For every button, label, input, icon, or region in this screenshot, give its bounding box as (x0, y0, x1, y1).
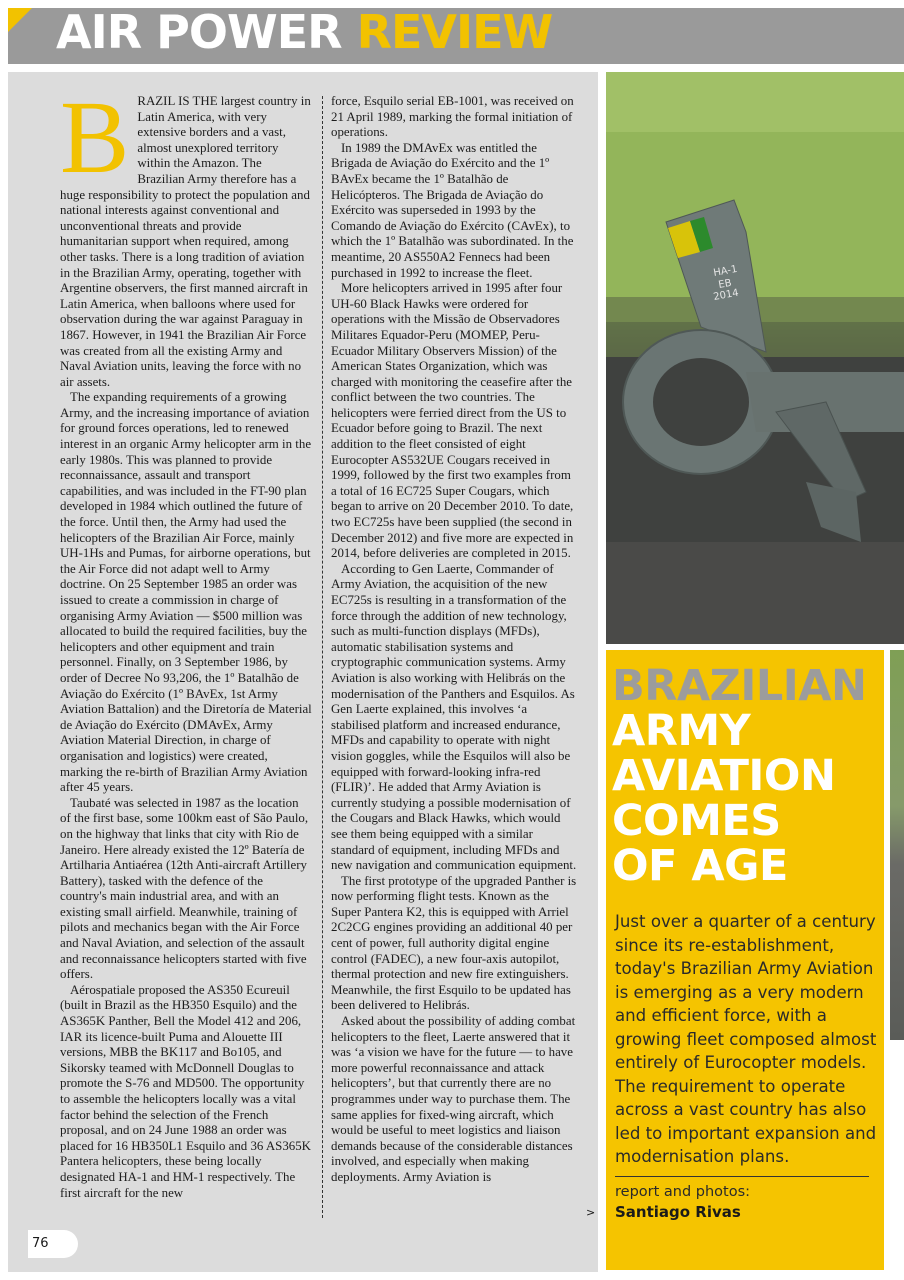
headline-line: BRAZILIAN (612, 661, 867, 711)
author-name: Santiago Rivas (615, 1203, 741, 1221)
banner-corner-accent (8, 8, 32, 32)
credit-rule (615, 1176, 869, 1177)
headline-line: AVIATION (612, 751, 836, 801)
paragraph: The expanding requirements of a growing Army, and the increasing importance of aviation for ground forces operations, led to renewed interest in an organic Army helicopter arm in the early 1980s. This was planned to provide reconnaissance, assault and transport capabilities, and was included in the FT-90 plan developed in 1984 which outlined the future of the force. Until then, the Army had used the helicopters of the Brazilian Air Force, mainly UH-1Hs and Pumas, for airborne operations, but the Air Force did not adapt well to Army doctrine. On 25 September 1985 an order was issued to create a commission in charge of organising Army Aviation — $500 million was allocated to build the required facilities, buy the helicopters and other equipment and train personnel. Finally, on 3 September 1986, by order of Decree No 93,206, the 1º Batalhão de Aviação do Exército (1º BAvEx, 1st Army Aviation Battalion) and the Diretoría de Material de Aviação do Exército (DMAvEx, Army Aviation Material Direction, in charge of organisation and logistics) were created, marking the re-birth of Brazilian Army Aviation after 45 years. (60, 390, 312, 795)
standfirst: Just over a quarter of a century since its re-establishment, today's Brazilian Army Aviation is emerging as a very modern and efficient force, with a growing fleet composed almost entirely of Eurocopter models. The requirement to operate across a vast country has also led to important expansion and modernisation plans. (615, 912, 877, 1166)
feature-headline (612, 661, 867, 891)
tail-marking-prefix: EB (717, 277, 733, 291)
drop-cap: B (60, 80, 130, 195)
section-title (56, 6, 552, 58)
article-column-1 (60, 80, 312, 1201)
paragraph: Asked about the possibility of adding combat helicopters to the fleet, Laerte answered that it was ‘a vision we have for the future — to have more powerful reconnaissance and attack helicopters’, but that currently there are no programmes under way to purchase them. The same applies for fixed-wing aircraft, which would be useful to meet logistics and liaison demands because of the considerable distances involved, and especially when making deployments. Army Aviation is (331, 1014, 576, 1184)
paragraph: force, Esquilo serial EB-1001, was received on 21 April 1989, marking the formal initiation of operations. (331, 94, 574, 140)
headline-line: ARMY (612, 706, 751, 756)
article-column-2 (331, 94, 577, 1186)
paragraph: RAZIL IS THE largest country in Latin America, with very extensive borders and a vast, almost unexplored territory within the Amazon. The Brazilian Army therefore has a huge responsibility to protect the population and national interests against conventional and unconventional threats and provide humanitarian support when required, among other tasks. There is a long tradition of aviation in the Brazilian Army, operating, together with Argentine observers, the first manned aircraft in Latin America, when balloons where used for observation during the war against Paraguay in 1867. However, in 1941 the Brazilian Air Force was created from all the existing Army and Naval Aviation units, leaving the force with no air assets. (60, 94, 311, 389)
continue-arrow: > (586, 1206, 596, 1219)
credit-label: report and photos: (615, 1184, 751, 1200)
column-divider (322, 96, 323, 1218)
helicopter-tail-photo (606, 72, 904, 644)
helicopter-tail-illustration (606, 72, 904, 644)
side-photo-strip (890, 650, 904, 1040)
page-number: 76 (28, 1230, 78, 1258)
paragraph: In 1989 the DMAvEx was entitled the Brigada de Aviação do Exército and the 1º BAvEx became the 1º Batalhão de Helicópteros. The Brigada de Aviação do Exército was superseded in 1993 by the Comando de Aviação do Exército (CAvEx), to which the 1º Batalhão was subordinated. In the meantime, 20 AS550A2 Fennecs had been purchased in 1992 to increase the fleet. (331, 140, 574, 280)
paragraph: The first prototype of the upgraded Panther is now performing flight tests. Known as the Super Pantera K2, this is equipped with Arriel 2C2CG engines providing an additional 40 per cent of power, full authority digital engine control (FADEC), a new four-axis autopilot, thermal protection and new fire extinguishers. Meanwhile, the first Esquilo to be updated has been delivered to Helibrás. (331, 873, 577, 1013)
paragraph: Aérospatiale proposed the AS350 Ecureuil (built in Brazil as the HB350 Esquilo) and the AS365K Panther, Bell the Model 412 and 206, IAR its licence-built Puma and Alouette III versions, MBB the BK117 and Bo105, and Sikorsky teamed with McDonnell Douglas to promote the S-76 and MD500. The opportunity to assemble the helicopters locally was a vital factor behind the selection of the French proposal, and on 24 June 1988 an order was placed for 16 HB350L1 Esquilo and 36 AS365K Pantera helicopters, these being locally designated HA-1 and HM-1 respectively. The first aircraft for the new (60, 982, 311, 1200)
section-title-review: REVIEW (356, 5, 553, 59)
tail-marking-serial: 2014 (712, 287, 740, 303)
paragraph: According to Gen Laerte, Commander of Army Aviation, the acquisition of the new EC725s is resulting in a transformation of the force through the addition of new technology, such as multi-function displays (MFDs), automatic stabilisation systems and cryptographic communication systems. Army Aviation is also working with Helibrás on the modernisation of the Panthers and Esquilos. As Gen Laerte explained, this involves ‘a stabilised platform and increased endurance, MFDs and capability to operate with night vision goggles, while the Esquilos will also be equipped with forward-looking infra-red (FLIR)’. He added that Army Aviation is currently studying a possible modernisation of the Cougars and Black Hawks, which would see them being equipped with a similar standard of equipment, including MFDs and new navigation and communication equipment. (331, 561, 577, 873)
paragraph: Taubaté was selected in 1987 as the location of the first base, some 100km east of São Paulo, on the highway that links that city with Rio de Janeiro. Here already existed the 12º Batería de Artilharia Antiaérea (12th Anti-aircraft Artillery Battery), tasked with the defence of the country's main industrial area, and with an existing small airfield. Meanwhile, training of pilots and mechanics began with the Air Force and Naval Aviation, and selection of the assault and reconnaissance helicopters started with five offers. (60, 795, 309, 982)
headline-line: OF AGE (612, 841, 788, 891)
headline-line: COMES (612, 796, 781, 846)
section-title-air-power: AIR POWER (56, 5, 342, 59)
tail-marking-type: HA-1 (712, 263, 739, 279)
paragraph: More helicopters arrived in 1995 after four UH-60 Black Hawks were ordered for operations with the Missão de Observadores Militares Equador-Peru (MOMEP, Peru-Ecuador Military Observers Mission) of the American States Organization, which was charged with monitoring the ceasefire after the conflict between the two countries. The helicopters were ferried direct from the US to Ecuador before going to Brazil. The next addition to the fleet consisted of eight Eurocopter AS532UE Cougars received in 1999, followed by the first two examples from a total of 16 EC725 Super Cougars, which began to arrive on 20 December 2010. To date, two EC725s have been supplied (the second in December 2012) and five more are expected in 2014, before deliveries are completed in 2015. (331, 281, 574, 561)
